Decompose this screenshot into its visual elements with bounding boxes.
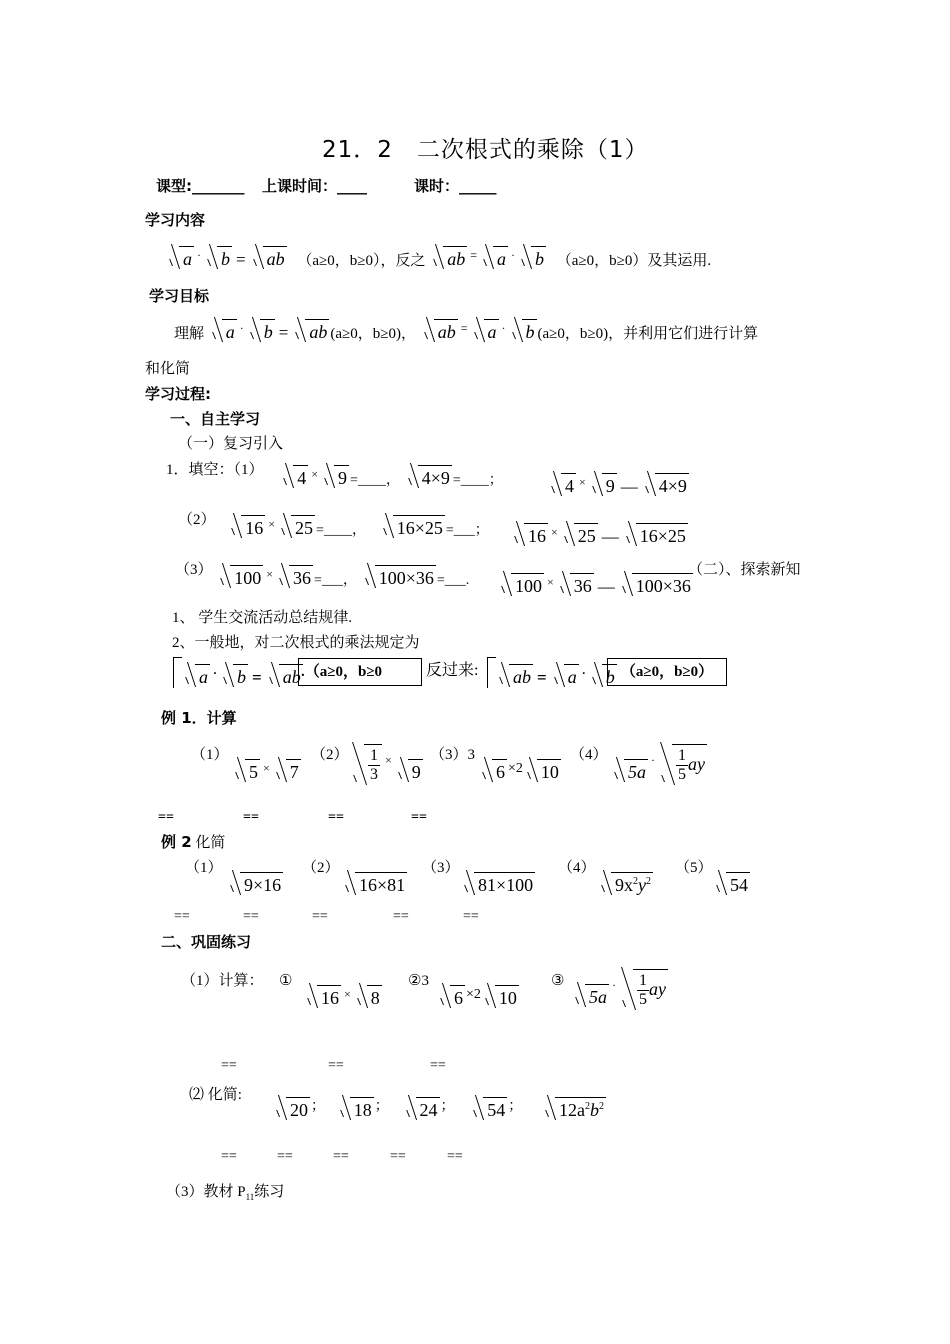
step-1: 1、 学生交流活动总结规律. xyxy=(172,610,353,626)
step-2: 2、一般地，对二次根式的乘法规定为 xyxy=(172,635,420,651)
compare-q1: 4 × 9 — 4×9 xyxy=(547,473,690,496)
practice-p1-answer-3: == xyxy=(430,1058,446,1073)
practice-p1-answer-2: == xyxy=(328,1058,344,1073)
example1-heading: 例 1．计算 xyxy=(161,709,237,727)
ex1-label-4: （4） xyxy=(570,747,608,763)
practice-c1-label: ① xyxy=(279,973,293,989)
practice-simplify-list: 20 ； 18 ； 24 ； 54 ； $12a^2b^2$ xyxy=(272,1097,607,1120)
ex1-answer-1: == xyxy=(158,810,174,825)
reverse-condition-box: （a≥0，b≥0） xyxy=(607,658,727,686)
practice-c3-expr: 5a· $\frac{1}{5}$ ay xyxy=(571,969,669,1010)
review-subheading: （一）复习引入 xyxy=(178,436,284,452)
fill-blank-q2: （2） 16 × 25 =____， 16×25 =___； xyxy=(178,512,489,538)
ex2-answer-1: == xyxy=(174,909,190,924)
fill-blank-q3: （3） 100 × 36 =___， 100×36 =___. xyxy=(175,562,470,588)
textbook-exercise: （3）教材 $P_{11}$练习 xyxy=(166,1184,285,1202)
practice-c1-expr: 16 × 8 xyxy=(303,985,383,1008)
ex1-answer-4: == xyxy=(411,810,427,825)
page-title: 21．2 二次根式的乘除（1） xyxy=(322,137,649,163)
class-hours-field: 课时：_____ xyxy=(414,177,497,195)
content-heading: 学习内容 xyxy=(145,211,206,229)
practice-heading: 二、巩固练习 xyxy=(161,933,252,951)
practice-c2-label: ②3 xyxy=(408,973,429,989)
ex2-label-4: （4） xyxy=(558,860,596,876)
practice-c2-expr: 6 ×2 10 xyxy=(436,985,520,1008)
ex2-label-2: （2） xyxy=(302,860,340,876)
ex2-answer-4: == xyxy=(393,909,409,924)
ex2-expr-3: 81×100 xyxy=(460,872,536,895)
compare-q2: 16 × 25 — 16×25 xyxy=(510,523,689,546)
process-heading: 学习过程: xyxy=(145,385,211,403)
content-formula-line: a · b = ab （a≥0，b≥0），反之 ab = a · b （a≥0，b≥0）及其运用. xyxy=(165,246,711,269)
ex1-expr-4: 5a· $\frac{1}{5}$ ay xyxy=(610,744,708,785)
ex2-label-3: （3） xyxy=(422,860,460,876)
goals-heading: 学习目标 xyxy=(149,287,210,305)
ex2-expr-5: 54 xyxy=(712,872,751,895)
ex2-answer-3: == xyxy=(312,909,328,924)
practice-calc-label: （1）计算： xyxy=(181,973,264,989)
ex1-label-1: （1） xyxy=(191,747,229,763)
ex2-expr-4: $9x^2y^2$ xyxy=(597,872,654,895)
reverse-label: 反过来: xyxy=(426,662,479,679)
practice-p2-answer-2: == xyxy=(277,1149,293,1164)
lesson-type-field: 课型:_______ xyxy=(156,177,245,195)
ex2-answer-2: == xyxy=(243,909,259,924)
practice-p2-answer-4: == xyxy=(390,1149,406,1164)
fill-blank-q1: 1．填空：（1） 4 × 9 =____， 4×9 =____； xyxy=(166,462,503,488)
ex1-label-3: （3）3 xyxy=(430,747,476,763)
class-time-field: 上课时间：____ xyxy=(262,177,368,195)
rule-formula: a · b = ab xyxy=(181,664,304,687)
ex1-expr-3: 6 ×2 10 xyxy=(478,759,562,782)
ex2-answer-5: == xyxy=(463,909,479,924)
ex2-label-1: （1） xyxy=(185,860,223,876)
practice-p2-answer-1: == xyxy=(221,1149,237,1164)
ex1-expr-1: 5 × 7 xyxy=(231,759,302,782)
goals-wrap-text: 和化简 xyxy=(145,361,191,377)
practice-c3-label: ③ xyxy=(551,973,565,989)
practice-p1-answer-1: == xyxy=(221,1058,237,1073)
part1-heading: 一、自主学习 xyxy=(170,410,261,428)
compare-q3: 100 × 36 — 100×36 xyxy=(497,573,694,596)
reverse-formula: ab = a · b xyxy=(495,664,618,687)
example2-heading: 例 2 化简 xyxy=(161,833,226,851)
practice-p2-answer-3: == xyxy=(333,1149,349,1164)
practice-simplify-label: ⑵ 化简: xyxy=(189,1087,242,1103)
ex1-answer-2: == xyxy=(243,810,259,825)
ex2-expr-1: 9×16 xyxy=(226,872,284,895)
practice-p2-answer-5: == xyxy=(447,1149,463,1164)
ex1-expr-2: $\frac{1}{3}$ ×9 xyxy=(349,744,424,785)
rule-condition-box: .（a≥0，b≥0 xyxy=(298,658,422,686)
ex2-expr-2: 16×81 xyxy=(341,872,408,895)
ex1-answer-3: == xyxy=(328,810,344,825)
explore-heading: （二）、探索新知 xyxy=(688,562,801,578)
ex2-label-5: （5） xyxy=(675,860,713,876)
ex1-label-2: （2） xyxy=(311,747,349,763)
goals-formula-line: 理解 a · b = ab (a≥0，b≥0)， ab = a · b (a≥0，b≥0)，并利用它们进行计算 xyxy=(174,321,759,342)
